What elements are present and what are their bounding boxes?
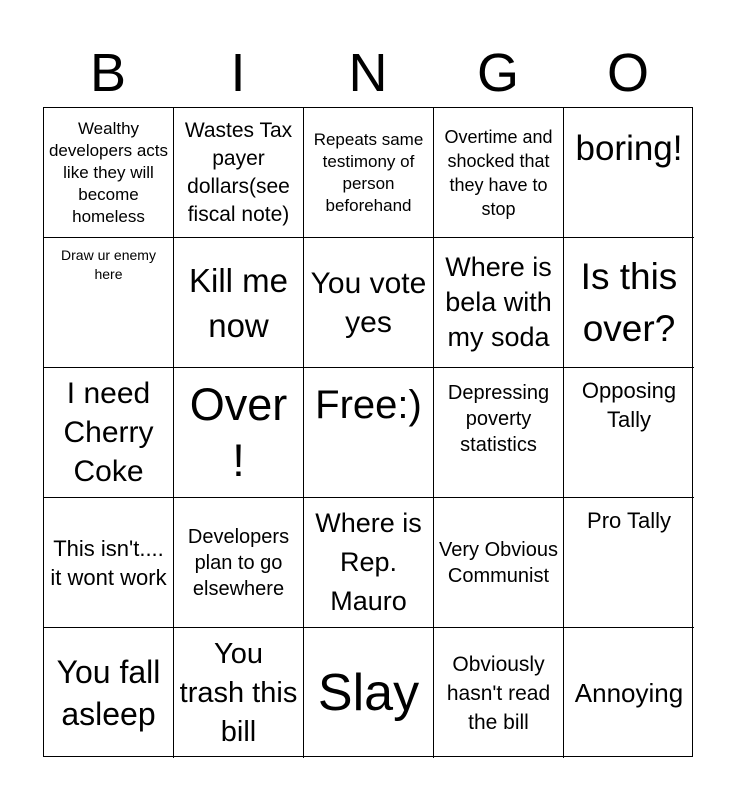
bingo-cell-5-1[interactable] (44, 628, 174, 758)
bingo-cell-1-5[interactable] (564, 108, 694, 238)
bingo-cell-1-2[interactable] (174, 108, 304, 238)
cell-label: Kill me now (188, 261, 289, 344)
cell-label: Wealthy developers acts like they will become homeless (48, 118, 169, 226)
bingo-cell-2-3[interactable] (304, 238, 434, 368)
bingo-header (43, 40, 693, 106)
cell-label: Slay (317, 664, 420, 722)
bingo-cell-1-3[interactable] (304, 108, 434, 238)
cell-label: Opposing Tally (581, 378, 677, 432)
cell-label: Over ! (189, 378, 288, 486)
cell-label: You fall asleep (56, 654, 161, 732)
bingo-cell-5-4[interactable] (434, 628, 564, 758)
cell-label: Repeats same testimony of person beforehand (313, 129, 424, 215)
bingo-cell-3-1[interactable] (44, 368, 174, 498)
header-letter-o: O (606, 43, 649, 103)
bingo-cell-4-2[interactable] (174, 498, 304, 628)
cell-label: Draw ur enemy here (61, 247, 156, 282)
bingo-cell-1-1[interactable] (44, 108, 174, 238)
bingo-cell-5-2[interactable] (174, 628, 304, 758)
bingo-cell-5-5[interactable] (564, 628, 694, 758)
cell-label: Where is bela with my soda (445, 252, 552, 352)
bingo-cell-3-4[interactable] (434, 368, 564, 498)
header-letter-i: I (230, 43, 246, 103)
cell-label: Overtime and shocked that they have to stop (444, 126, 553, 219)
cell-label: Where is Rep. Mauro (315, 508, 422, 616)
cell-label: Depressing poverty statistics (447, 382, 550, 456)
bingo-cell-3-3[interactable] (304, 368, 434, 498)
bingo-cell-4-3[interactable] (304, 498, 434, 628)
bingo-cell-4-5[interactable] (564, 498, 694, 628)
bingo-cell-2-4[interactable] (434, 238, 564, 368)
cell-label: Free:) (315, 383, 422, 427)
header-letter-n: N (348, 43, 388, 103)
cell-label: Pro Tally (587, 508, 671, 533)
bingo-cell-3-2[interactable] (174, 368, 304, 498)
bingo-cell-1-4[interactable] (434, 108, 564, 238)
bingo-cell-4-1[interactable] (44, 498, 174, 628)
bingo-cell-2-5[interactable] (564, 238, 694, 368)
bingo-cell-4-4[interactable] (434, 498, 564, 628)
header-letter-b: B (89, 43, 127, 103)
cell-label: Wastes Tax payer dollars(see fiscal note) (184, 118, 293, 226)
cell-label: boring! (575, 129, 683, 168)
cell-label: Is this over? (580, 255, 678, 349)
cell-label: Annoying (574, 678, 684, 708)
cell-label: Developers plan to go elsewhere (187, 525, 290, 600)
bingo-board (43, 107, 693, 757)
cell-label: Obviously hasn't read the bill (446, 652, 551, 734)
cell-label: This isn't.... it wont work (50, 535, 167, 590)
bingo-cell-3-5[interactable] (564, 368, 694, 498)
cell-label: I need Cherry Coke (63, 377, 154, 488)
cell-label: You trash this bill (179, 637, 298, 748)
bingo-cell-5-3[interactable] (304, 628, 434, 758)
header-letter-g: G (476, 43, 519, 103)
cell-label: You vote yes (310, 266, 427, 339)
cell-label: Very Obvious Communist (439, 538, 558, 587)
bingo-cell-2-2[interactable] (174, 238, 304, 368)
bingo-cell-2-1[interactable] (44, 238, 174, 368)
